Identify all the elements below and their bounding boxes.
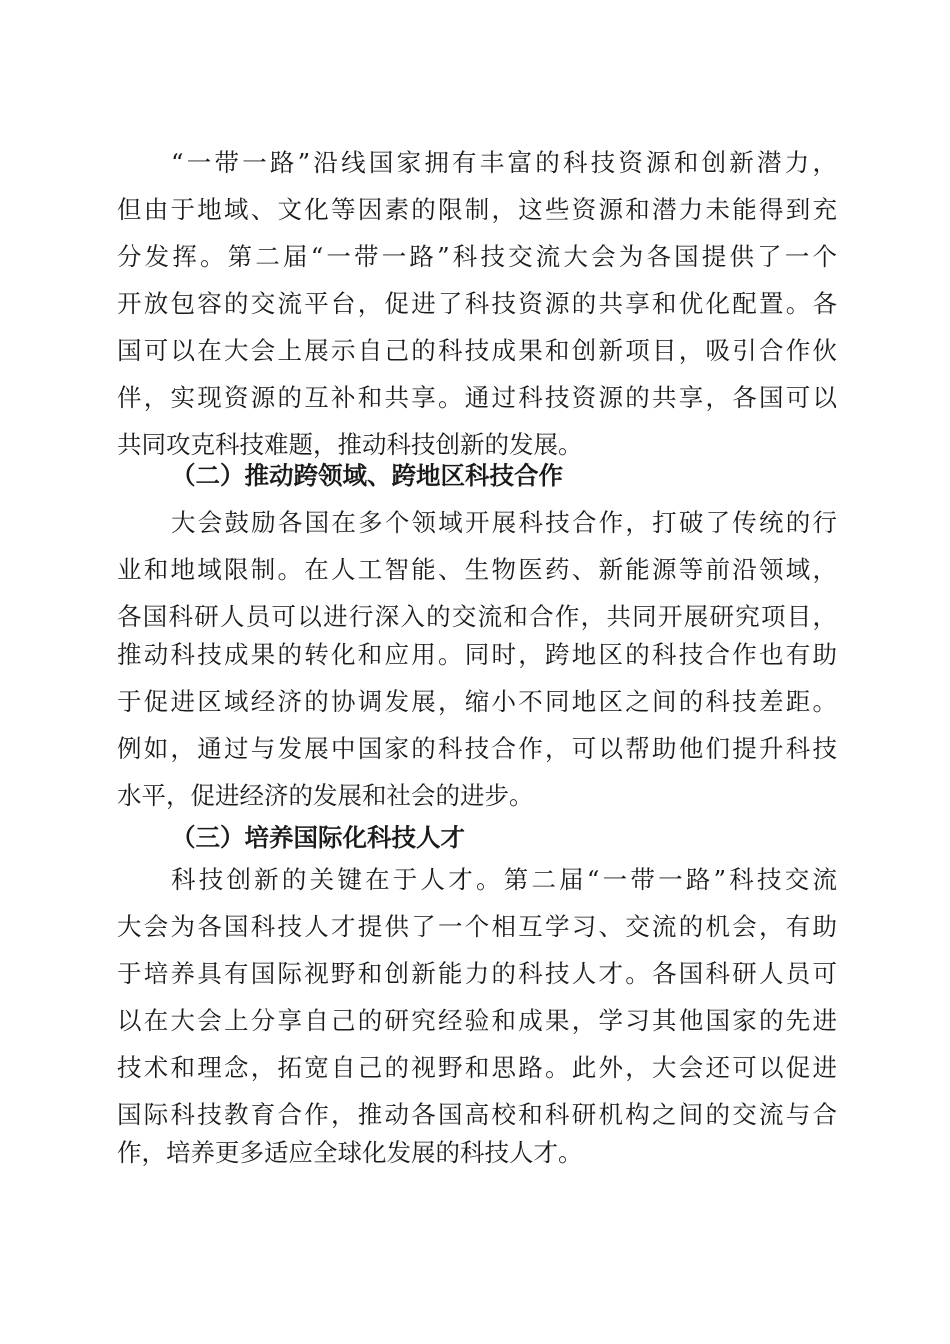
paragraph-2-line-1: 大会鼓励各国在多个领域开展科技合作，打破了传统的行 [171, 508, 837, 537]
section-heading-3: （三）培养国际化科技人才 [171, 823, 465, 852]
section-heading-2: （二）推动跨领域、跨地区科技合作 [171, 461, 563, 490]
paragraph-3-line-2: 大会为各国科技人才提供了一个相互学习、交流的机会，有助 [117, 912, 837, 941]
paragraph-2-line-5: 于促进区域经济的协调发展，缩小不同地区之间的科技差距。 [117, 687, 837, 716]
paragraph-3-line-7: 作，培养更多适应全球化发展的科技人才。 [117, 1138, 583, 1167]
paragraph-2-line-4: 推动科技成果的转化和应用。同时，跨地区的科技合作也有助 [117, 640, 837, 669]
paragraph-2-line-7: 水平，促进经济的发展和社会的进步。 [117, 781, 534, 810]
paragraph-1-line-4: 开放包容的交流平台，促进了科技资源的共享和优化配置。各 [117, 289, 837, 318]
paragraph-1-line-1: “一带一路”沿线国家拥有丰富的科技资源和创新潜力， [171, 148, 837, 177]
paragraph-3-line-4: 以在大会上分享自己的研究经验和成果，学习其他国家的先进 [117, 1006, 837, 1035]
paragraph-1-line-6: 伴，实现资源的互补和共享。通过科技资源的共享，各国可以 [117, 383, 837, 412]
paragraph-3-line-1: 科技创新的关键在于人才。第二届“一带一路”科技交流 [171, 865, 837, 894]
paragraph-2-line-3: 各国科研人员可以进行深入的交流和合作，共同开展研究项目， [117, 602, 837, 631]
paragraph-1-line-3: 分发挥。第二届“一带一路”科技交流大会为各国提供了一个 [117, 242, 837, 271]
paragraph-1-line-7: 共同攻克科技难题，推动科技创新的发展。 [117, 430, 583, 459]
paragraph-1-line-2: 但由于地域、文化等因素的限制，这些资源和潜力未能得到充 [117, 195, 837, 224]
paragraph-3-line-6: 国际科技教育合作，推动各国高校和科研机构之间的交流与合 [117, 1100, 837, 1129]
paragraph-1-line-5: 国可以在大会上展示自己的科技成果和创新项目，吸引合作伙 [117, 336, 837, 365]
paragraph-3-line-5: 技术和理念，拓宽自己的视野和思路。此外，大会还可以促进 [117, 1053, 837, 1082]
paragraph-2-line-2: 业和地域限制。在人工智能、生物医药、新能源等前沿领域， [117, 555, 837, 584]
paragraph-3-line-3: 于培养具有国际视野和创新能力的科技人才。各国科研人员可 [117, 959, 837, 988]
paragraph-2-line-6: 例如，通过与发展中国家的科技合作，可以帮助他们提升科技 [117, 734, 837, 763]
